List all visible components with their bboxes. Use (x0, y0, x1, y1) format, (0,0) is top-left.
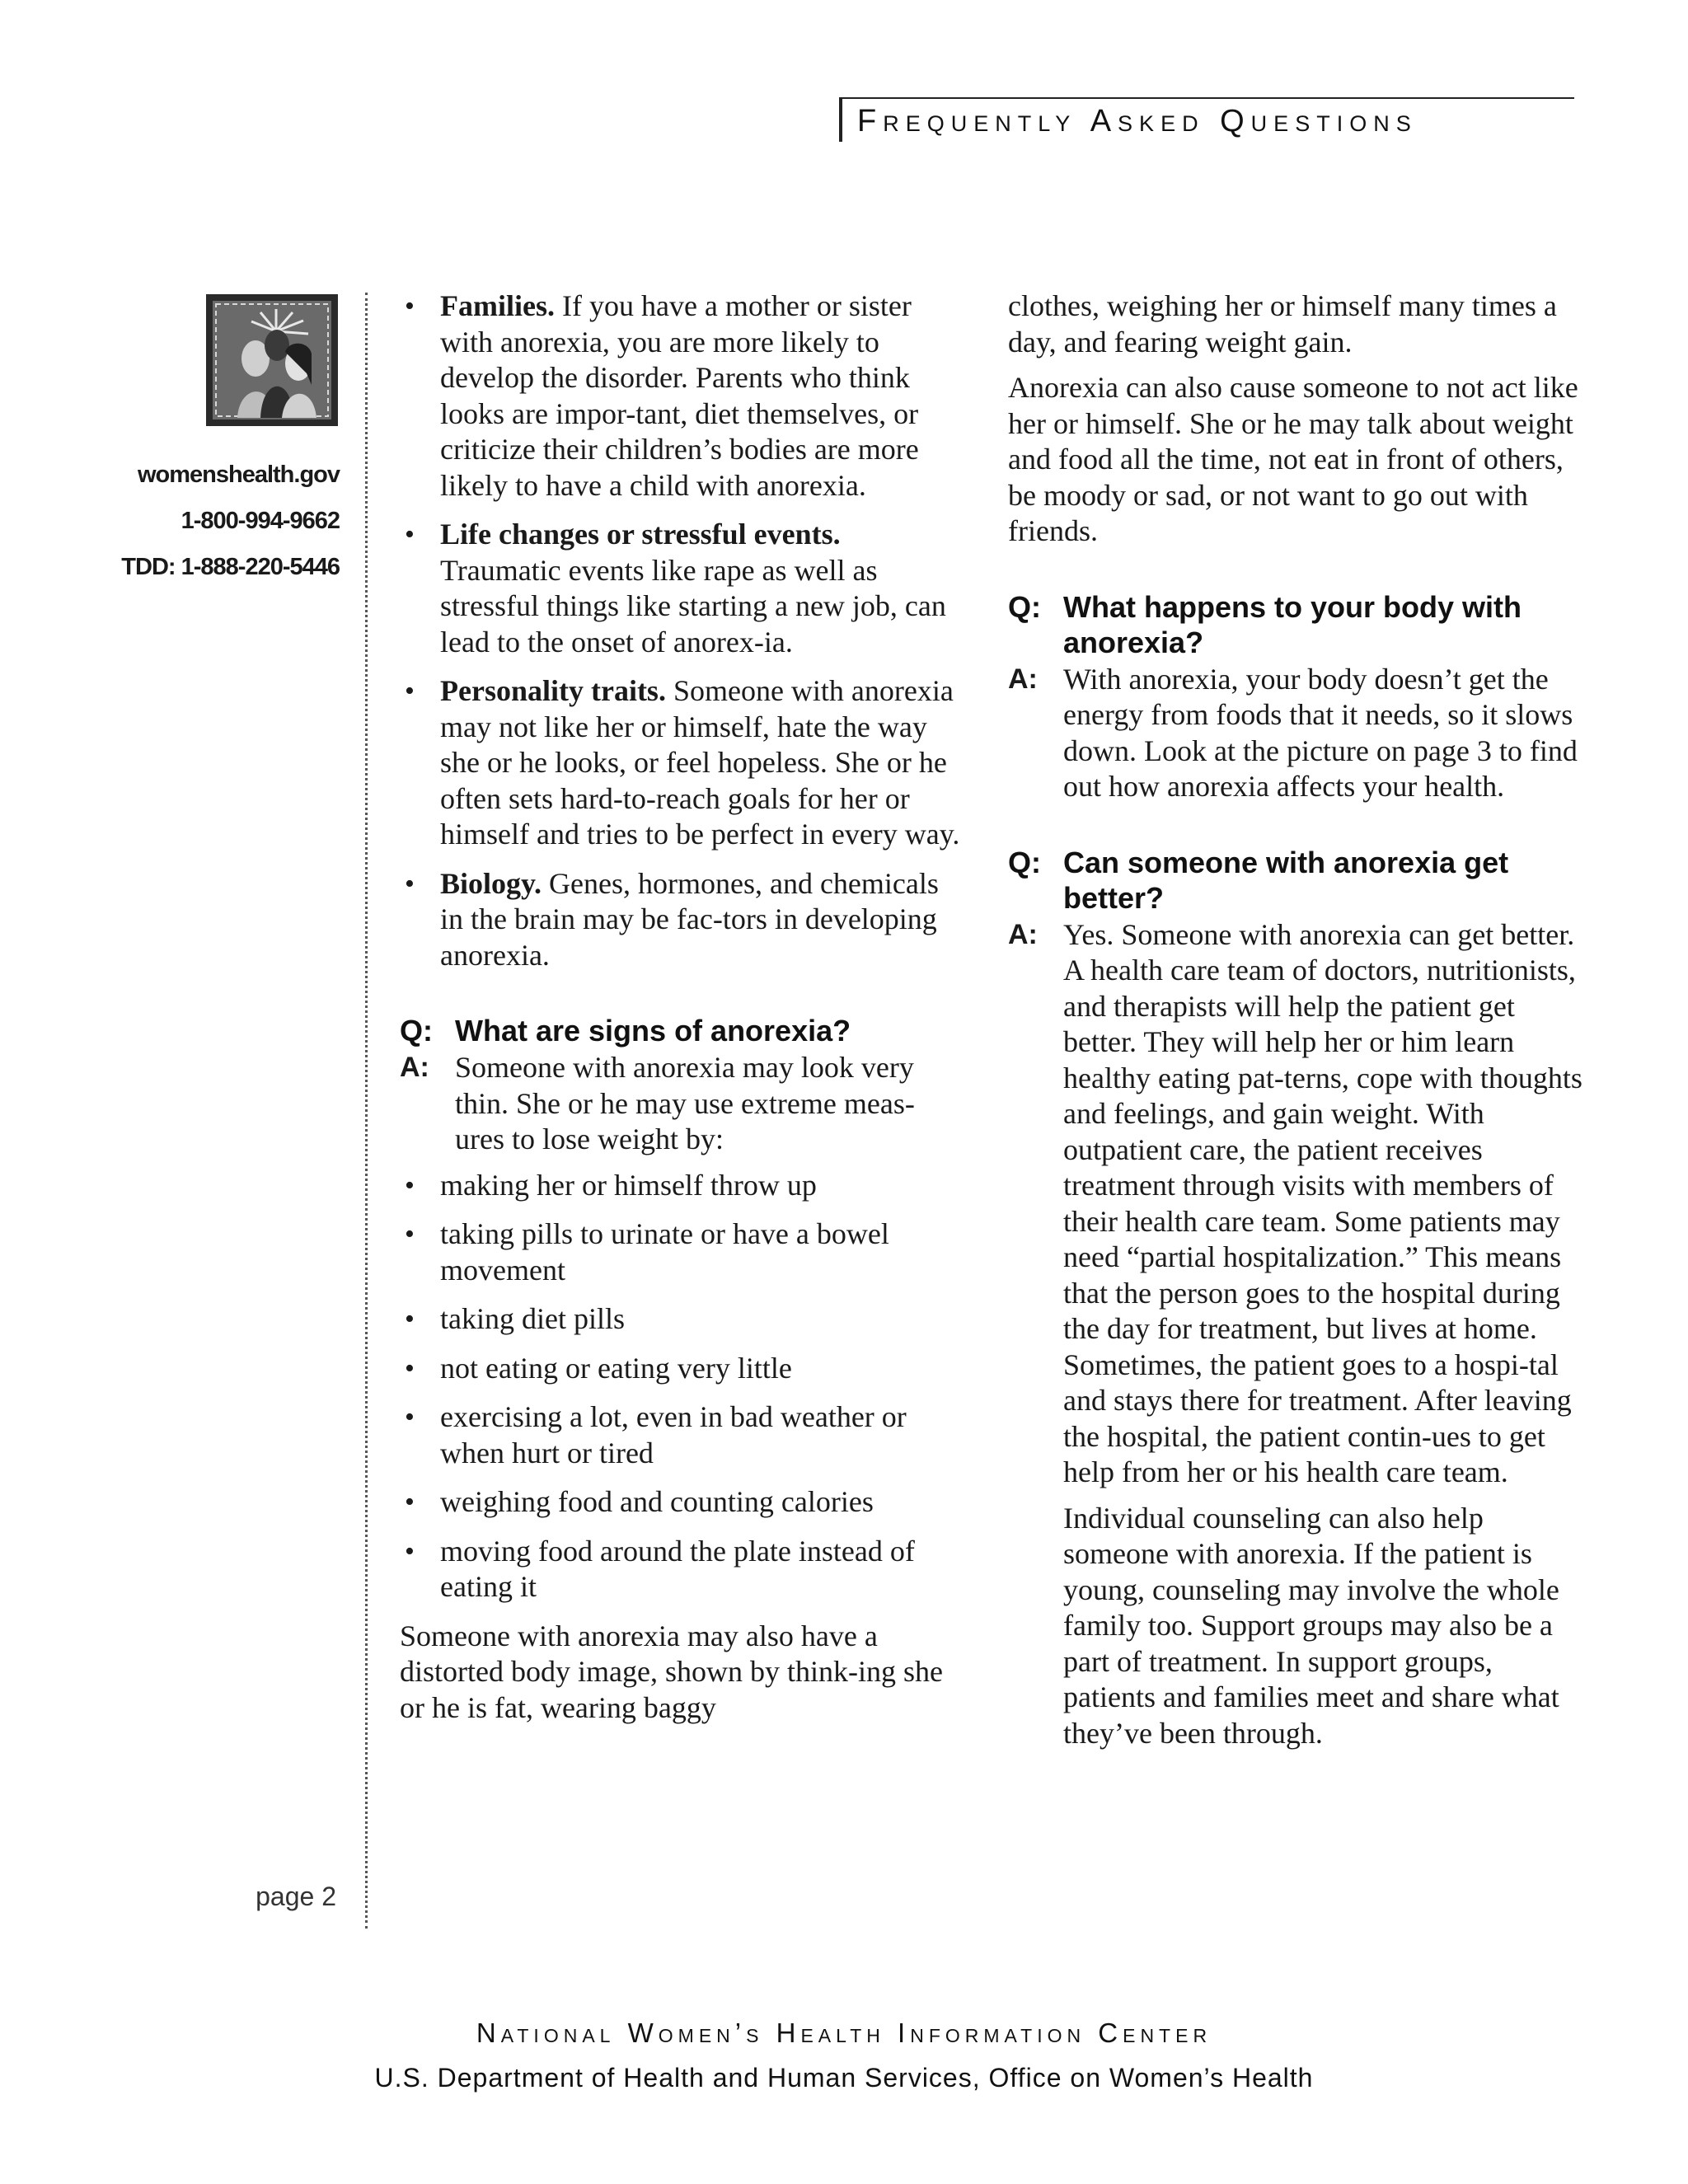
answer-recovery (1008, 917, 1582, 1491)
answer-text: Someone with anorexia may look very thin. She or he may use extreme meas-ures to lose weight by: (455, 1051, 915, 1155)
cause-term: Families. (440, 289, 555, 322)
page-number: page 2 (256, 1882, 336, 1911)
question-text: Can someone with anorexia get better? (1063, 845, 1509, 915)
question-label: Q: (1008, 589, 1041, 624)
womens-health-logo (206, 294, 338, 426)
list-item: • making her or himself throw up (400, 1168, 960, 1204)
column-divider (365, 293, 368, 1929)
cause-text: Someone with anorexia may not like her or himself, hate the way she or he looks, or feel hopeless. She or he often sets hard-to-reach goals for her or himself and tries to be perfect in every way. (440, 674, 960, 851)
list-item (400, 517, 960, 660)
question-body-effects (1008, 589, 1582, 660)
header-rule (839, 97, 1574, 99)
answer-label: A: (400, 1052, 429, 1083)
answer-text: Yes. Someone with anorexia can get better. A health care team of doctors, nutritionists, and therapists will help the patient get better. They will help her or him learn healthy eating pat-terns, cope with thoughts and feelings, and gain weight. With outpatient care, the patient receives treatment through visits with members of their health care team. Some patients may need “partial hospitalization.” This means that the person goes to the hospital during the day for treatment, but lives at home. Sometimes, the patient goes to a hospi-tal and stays there for treatment. After leaving the hospital, the patient contin-ues to get help from her or his health care team. (1063, 917, 1582, 1488)
causes-list (400, 288, 960, 973)
answer-text: With anorexia, your body doesn’t get the energy from foods that it needs, so it slows down. Look at the picture on page 3 to find out how anorexia affects your health. (1063, 662, 1578, 803)
list-item: • moving food around the plate instead of eating it (400, 1534, 960, 1605)
question-recovery (1008, 845, 1582, 916)
cause-text: Genes, hormones, and chemicals in the brain may be fac-tors in developing anorexia. (440, 866, 939, 972)
list-item: • not eating or eating very little (400, 1351, 960, 1387)
question-signs (400, 1013, 960, 1048)
list-item: • weighing food and counting calories (400, 1484, 960, 1521)
list-item (400, 866, 960, 974)
cause-text: If you have a mother or sister with anorexia, you are more likely to develop the disorder. Parents who think looks are impor-tant, diet themselves, or criticize their children’s bodies are more likely to have a child with anorexia. (440, 289, 919, 502)
list-item (400, 288, 960, 504)
answer-body-effects (1008, 662, 1582, 805)
list-item (400, 673, 960, 853)
body-paragraph: clothes, weighing her or himself many times a day, and fearing weight gain. (1008, 289, 1557, 359)
answer-label: A: (1008, 663, 1038, 695)
column-left (400, 288, 960, 1736)
list-item: • taking pills to urinate or have a bowel movement (400, 1216, 960, 1288)
tdd-number: TDD: 1-888-220-5446 (121, 554, 340, 580)
footer-organization: National Women’s Health Information Center (476, 2018, 1212, 2048)
signs-list (400, 1168, 960, 1605)
question-label: Q: (400, 1014, 433, 1047)
body-paragraph: Individual counseling can also help someone with anorexia. If the patient is young, counseling may involve the whole family too. Support groups may also be a part of treatment. In support groups, patients and families meet and share what they’ve been through. (1063, 1501, 1559, 1750)
phone-number: 1-800-994-9662 (181, 508, 340, 534)
question-text: What happens to your body with anorexia? (1063, 589, 1522, 659)
question-text: What are signs of anorexia? (455, 1014, 851, 1047)
list-item: • taking diet pills (400, 1301, 960, 1338)
answer-label: A: (1008, 918, 1038, 950)
question-label: Q: (1008, 845, 1041, 879)
cause-term: Biology. (440, 866, 542, 900)
column-right (1008, 288, 1582, 1761)
body-paragraph: Someone with anorexia may also have a distorted body image, shown by think-ing she or he is fat, wearing baggy (400, 1619, 943, 1724)
answer-signs (400, 1050, 960, 1158)
cause-term: Personality traits. (440, 674, 666, 707)
header-tick (839, 97, 842, 142)
website-link[interactable]: womenshealth.gov (137, 462, 340, 488)
cause-text: Traumatic events like rape as well as stressful things like starting a new job, can lead to the onset of anorex-ia. (440, 553, 946, 658)
page-title: Frequently Asked Questions (857, 104, 1418, 138)
body-paragraph: Anorexia can also cause someone to not act like her or himself. She or he may talk about weight and food all the time, not eat in front of others, be moody or sad, or not want to go out with friends. (1008, 371, 1578, 547)
list-item: • exercising a lot, even in bad weather or when hurt or tired (400, 1399, 960, 1471)
cause-term: Life changes or stressful events. (440, 518, 841, 551)
footer-department: U.S. Department of Health and Human Services, Office on Women’s Health (374, 2063, 1314, 2093)
